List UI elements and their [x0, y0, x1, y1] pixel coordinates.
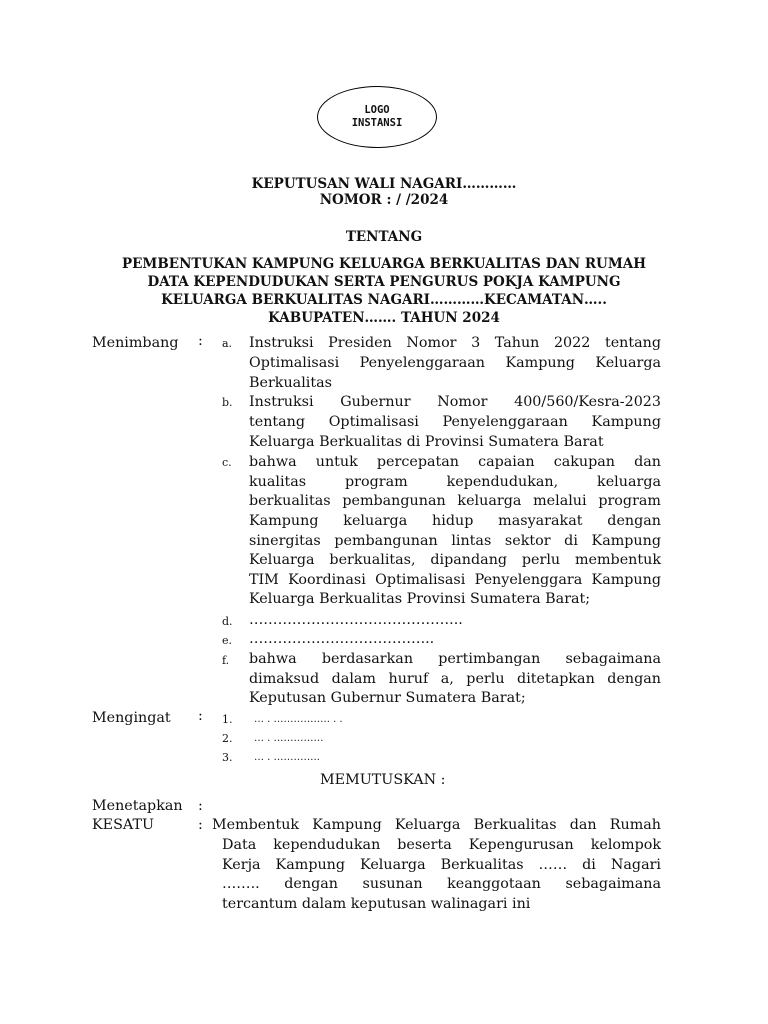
- item-marker: d.: [222, 615, 233, 628]
- menetapkan-label: Menetapkan: [92, 798, 183, 814]
- item-marker: f.: [222, 654, 230, 667]
- menimbang-colon: :: [198, 333, 203, 349]
- item-line: Berkualitas: [249, 375, 332, 391]
- item-line: Instruksi Gubernur Nomor 400/560/Kesra-2023: [249, 394, 661, 410]
- memutuskan-heading: MEMUTUSKAN :: [320, 772, 446, 788]
- item-line: ……………………………………...: [249, 612, 463, 628]
- tentang-heading: TENTANG: [345, 229, 423, 245]
- decree-title: KEPUTUSAN WALI NAGARI…………: [251, 176, 517, 192]
- mengingat-label: Mengingat: [92, 710, 171, 726]
- item-line: ………………………………...: [249, 631, 435, 647]
- item-marker: e.: [222, 634, 233, 647]
- subject-line-2: DATA KEPENDUDUKAN SERTA PENGURUS POKJA KAMPUNG: [147, 274, 621, 290]
- item-line: … . ……………: [254, 733, 324, 744]
- item-line: kualitas program kependudukan, keluarga: [249, 474, 661, 490]
- menetapkan-colon: :: [198, 798, 203, 814]
- item-line: bahwa berdasarkan pertimbangan sebagaimana: [249, 651, 661, 667]
- item-line: Instruksi Presiden Nomor 3 Tahun 2022 tentang: [249, 335, 661, 351]
- kesatu-line: Data kependudukan beserta Kepengurusan kelompok: [222, 837, 661, 853]
- kesatu-line: Membentuk Kampung Keluarga Berkualitas dan Rumah: [212, 817, 661, 833]
- item-marker: 3.: [222, 751, 233, 764]
- logo-placeholder: [317, 86, 437, 148]
- subject-line-1: PEMBENTUKAN KAMPUNG KELUARGA BERKUALITAS DAN RUMAH: [121, 256, 646, 272]
- kesatu-label: KESATU: [92, 817, 155, 833]
- kesatu-line: tercantum dalam keputusan walinagari ini: [222, 896, 531, 912]
- item-line: tentang Optimalisasi Penyelenggaraan Kampung: [249, 414, 661, 430]
- decree-number: NOMOR : / /2024: [319, 192, 449, 208]
- item-marker: 1.: [222, 713, 233, 726]
- kesatu-colon: :: [198, 817, 203, 833]
- item-marker: b.: [222, 396, 233, 409]
- item-marker: 2.: [222, 732, 233, 745]
- item-line: Keluarga Berkualitas di Provinsi Sumatera Barat: [249, 434, 604, 450]
- item-line: sinergitas pembangunan lintas sektor di Kampung: [249, 533, 661, 549]
- item-line: Keluarga Berkualitas Provinsi Sumatera Barat;: [249, 591, 591, 607]
- item-line: bahwa untuk percepatan capaian cakupan dan: [249, 454, 661, 470]
- menimbang-label: Menimbang: [92, 335, 179, 351]
- kesatu-line: Kerja Kampung Keluarga Berkualitas …… di Nagari: [222, 857, 661, 873]
- item-line: Optimalisasi Penyelenggaraan Kampung Keluarga: [249, 355, 661, 371]
- item-line: … . …………….. . .: [254, 714, 343, 725]
- item-line: Kampung keluarga hidup masyarakat dengan: [249, 513, 661, 529]
- item-line: Keluarga berkualitas, dipandang perlu membentuk: [249, 552, 661, 568]
- logo-text: LOGO INSTANSI: [351, 104, 403, 129]
- item-marker: c.: [222, 456, 232, 469]
- item-line: TIM Koordinasi Optimalisasi Penyelenggara Kampung: [249, 572, 661, 588]
- kesatu-line: …….. dengan susunan keanggotaan sebagaimana: [222, 876, 661, 892]
- item-line: dimaksud dalam huruf a, perlu ditetapkan dengan: [249, 671, 661, 687]
- subject-line-3: KELUARGA BERKUALITAS NAGARI…………KECAMATAN…..: [161, 292, 607, 308]
- item-line: berkualitas pembangunan keluarga melalui program: [249, 493, 661, 509]
- mengingat-colon: :: [198, 708, 203, 724]
- item-line: … . …………..: [254, 752, 320, 763]
- subject-line-4: KABUPATEN……. TAHUN 2024: [268, 310, 500, 326]
- item-marker: a.: [222, 337, 233, 350]
- item-line: Keputusan Gubernur Sumatera Barat;: [249, 690, 526, 706]
